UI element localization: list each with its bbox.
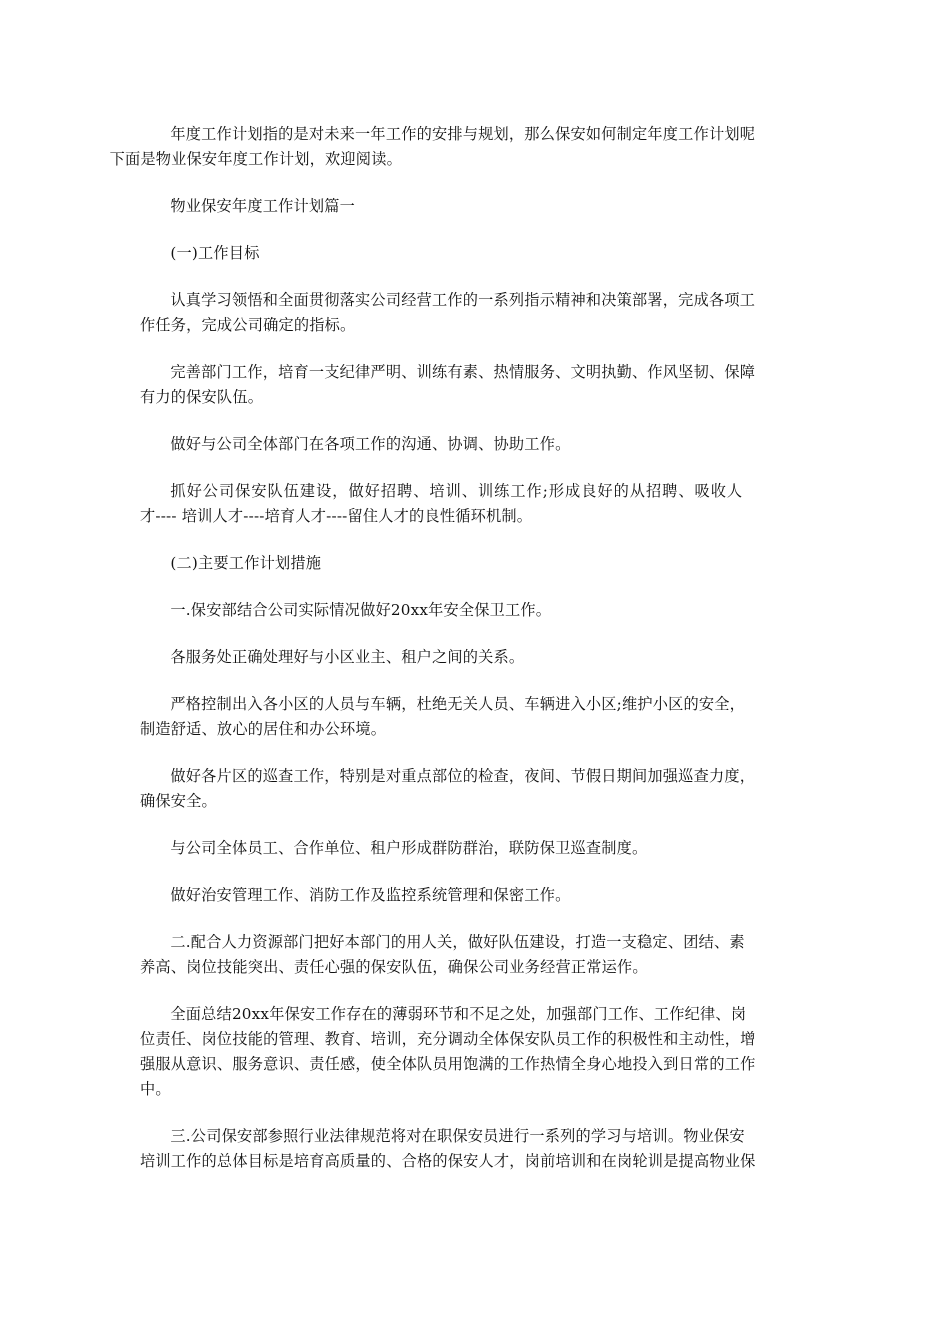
text-line: 中。 xyxy=(140,1080,171,1098)
paragraph-goal-1 xyxy=(140,288,812,338)
text-line: 养高、岗位技能突出、责任心强的保安队伍，确保公司业务经营正常运作。 xyxy=(140,958,648,976)
paragraph-measure-1a xyxy=(140,645,812,670)
paragraph-measure-1 xyxy=(140,598,812,623)
section-title xyxy=(140,194,812,219)
text-line: (二)主要工作计划措施 xyxy=(170,554,322,572)
text-line: 培训工作的总体目标是培育高质量的、合格的保安人才，岗前培训和在岗轮训是提高物业保 xyxy=(140,1152,756,1170)
text-line: 做好与公司全体部门在各项工作的沟通、协调、协助工作。 xyxy=(170,435,571,453)
text-line: 二.配合人力资源部门把好本部门的用人关，做好队伍建设，打造一支稳定、团结、素 xyxy=(170,933,745,951)
text-line: 物业保安年度工作计划篇一 xyxy=(170,197,356,215)
paragraph-measure-1b xyxy=(140,692,812,742)
paragraph-measure-1c xyxy=(140,764,812,814)
text-line: 严格控制出入各小区的人员与车辆，杜绝无关人员、车辆进入小区;维护小区的安全， xyxy=(170,695,746,713)
paragraph-goal-4 xyxy=(140,479,812,529)
text-line: 确保安全。 xyxy=(140,792,217,810)
text-line: 制造舒适、放心的居住和办公环境。 xyxy=(140,720,387,738)
text-line: 完善部门工作，培育一支纪律严明、训练有素、热情服务、文明执勤、作风坚韧、保障 xyxy=(170,363,756,381)
text-line: 认真学习领悟和全面贯彻落实公司经营工作的一系列指示精神和决策部署，完成各项工 xyxy=(170,291,756,309)
heading-goals xyxy=(140,241,812,266)
paragraph-goal-2 xyxy=(140,360,812,410)
text-line: 三.公司保安部参照行业法律规范将对在职保安员进行一系列的学习与培训。物业保安 xyxy=(170,1127,745,1145)
document-body xyxy=(109,122,812,1196)
text-line: 全面总结20xx年保安工作存在的薄弱环节和不足之处，加强部门工作、工作纪律、岗 xyxy=(170,1005,747,1023)
text-line: 抓好公司保安队伍建设，做好招聘、培训、训练工作;形成良好的从招聘、吸收人 xyxy=(170,482,744,500)
text-line: 一.保安部结合公司实际情况做好20xx年安全保卫工作。 xyxy=(170,601,552,619)
text-line: 下面是物业保安年度工作计划，欢迎阅读。 xyxy=(109,150,402,168)
text-line: (一)工作目标 xyxy=(170,244,260,262)
paragraph-goal-3 xyxy=(140,432,812,457)
text-line: 位责任、岗位技能的管理、教育、培训，充分调动全体保安队员工作的积极性和主动性，增 xyxy=(140,1030,756,1048)
paragraph-measure-1e xyxy=(140,883,812,908)
text-line: 作任务，完成公司确定的指标。 xyxy=(140,316,356,334)
text-line: 做好各片区的巡查工作，特别是对重点部位的检查，夜间、节假日期间加强巡查力度， xyxy=(170,767,756,785)
paragraph-measure-3 xyxy=(140,1124,812,1174)
text-line: 年度工作计划指的是对未来一年工作的安排与规划，那么保安如何制定年度工作计划呢 xyxy=(170,125,756,143)
heading-measures xyxy=(140,551,812,576)
text-line: 与公司全体员工、合作单位、租户形成群防群治，联防保卫巡查制度。 xyxy=(170,839,648,857)
paragraph-measure-2a xyxy=(140,1002,812,1102)
paragraph-intro xyxy=(109,122,812,172)
text-line: 强服从意识、服务意识、责任感，使全体队员用饱满的工作热情全身心地投入到日常的工作 xyxy=(140,1055,756,1073)
paragraph-measure-2 xyxy=(140,930,812,980)
paragraph-measure-1d xyxy=(140,836,812,861)
text-line: 有力的保安队伍。 xyxy=(140,388,264,406)
text-line: 做好治安管理工作、消防工作及监控系统管理和保密工作。 xyxy=(170,886,571,904)
text-line: 各服务处正确处理好与小区业主、租户之间的关系。 xyxy=(170,648,525,666)
text-line: 才---- 培训人才----培育人才----留住人才的良性循环机制。 xyxy=(140,507,533,525)
